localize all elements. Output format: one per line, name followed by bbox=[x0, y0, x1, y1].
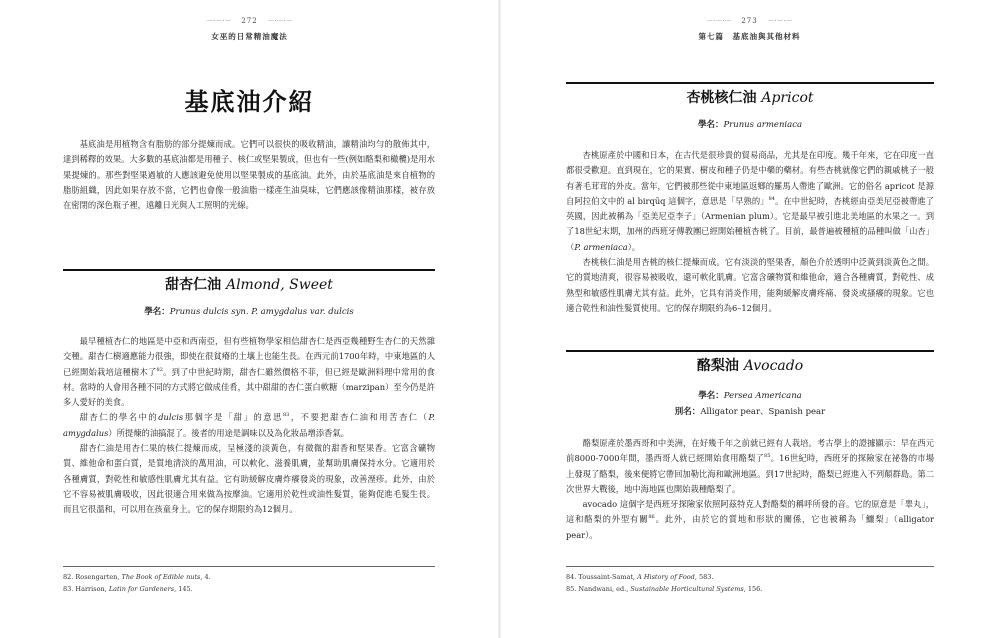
text: avocado 這個字是西班牙探險家依照阿茲特克人對酪梨的稱呼所發的音。它的原意是「睾丸」，這和酪梨的外型有關 bbox=[566, 499, 934, 525]
almond-paragraph-2 bbox=[63, 410, 435, 441]
text: , 156. bbox=[743, 585, 763, 593]
apricot-paragraph-2: 杏桃核仁油是用杏桃的核仁提煉而成。它有淡淡的堅果香，顏色介於透明中泛黃到淡黃色之間。它的質地清爽，很容易被吸收，還可軟化肌膚。它富含礦物質和維他命，適合各種膚質，對乾性、成熟型和敏感性肌膚尤其有益。此外，它具有消炎作用，能夠緩解皮膚疼痛、發炎或搔癢的現象。它也適合乾性和油性髮質使用。它的保存期限約為6–12個月。 bbox=[566, 257, 934, 313]
sci-name: Prunus dulcis syn. P. amygdalus var. dulcis bbox=[169, 307, 354, 317]
italic-term: P. amygdalus bbox=[63, 412, 435, 438]
text: 最早種植杏仁的地區是中亞和西南亞，但有些植物學家相信甜杏仁是西亞幾種野生杏仁的天然雜交種。甜杏仁樹適應能力很強，即使在很貧瘠的土壤上也能生長。在西元前1700年時，中東地區的人已經開始栽培這種樹木了 bbox=[63, 336, 435, 377]
almond-paragraph-3: 甜杏仁油是用杏仁果的核仁提煉而成，呈極淺的淡黃色，有微微的甜香和堅果香。它富含礦物質、維他命和蛋白質，是質地清淡的萬用油，可以軟化、滋養肌膚，並幫助肌膚保持水分。它適用於各種膚質，對乾性和敏感性肌膚尤其有益。它有助緩解皮膚炸癢發炎的現象，改善溼疹。此外，由於它不容易被肌膚吸收，因此很適合用來做為按摩油。它適用於乾性或油性髮質，能夠促進毛髮生長。而且它很溫和，可以用在孩童身上。它的保存期限約為12個月。 bbox=[63, 443, 435, 515]
right-running-title: 第七篇 基底油與其他材料 bbox=[698, 32, 801, 41]
footnote-ref[interactable]: 85 bbox=[764, 453, 771, 460]
almond-scientific-name bbox=[63, 305, 435, 317]
text: 。在中世紀時，杏桃經由亞美尼亞被帶進了英國，因此被稱為「亞美尼亞李子」（Armenian plum）。它是最早被引進北美地區的水果之一。到了18世紀末期，加州的西班牙傳教團已經開始種植杏桃了。目前，最普遍被種植的品種叫做「山杏」（ bbox=[566, 195, 934, 252]
text: , 583. bbox=[694, 573, 714, 581]
text: 。到了中世紀時期，甜杏仁雖然價格不菲，但已經是歐洲料理中常用的食材。當時的人會用各種不同的方式將它做成佳肴，其中甜甜的杏仁蛋白軟糖（marzipan）至今仍是許多人愛好的美食。 bbox=[63, 366, 435, 408]
text: 82. Rosengarten, bbox=[63, 573, 122, 581]
text: Sustainable Horticultural Systems bbox=[630, 585, 744, 593]
text: 。16世紀時，西班牙的探險家在祕魯的市場上發現了酪梨，後來便將它帶回加勒比海和歐洲地區。到17世紀時，酪梨已經進入不列顛群島。第二次世界大戰後，地中海地區也開始栽種酪梨了。 bbox=[566, 453, 934, 494]
apricot-paragraph-1 bbox=[566, 148, 934, 255]
title-en: Apricot bbox=[761, 90, 814, 106]
text: The Book of Edible nuts bbox=[121, 573, 201, 581]
title-zh: 杏桃核仁油 bbox=[686, 90, 757, 106]
footnote-ref[interactable]: 86 bbox=[648, 514, 655, 521]
alias-label: 別名： bbox=[674, 407, 701, 417]
section-rule bbox=[63, 269, 435, 271]
footnote-rule bbox=[566, 566, 934, 567]
title-zh: 甜杏仁油 bbox=[165, 277, 222, 293]
footnote-ref[interactable]: 84 bbox=[768, 196, 775, 203]
text: 杏桃原產於中國和日本，在古代是很珍貴的貿易商品，尤其是在印度。幾千年來，它在印度一直都很受歡迎。直到現在，它的果實、樹皮和種子仍是中藥的藥材。有些杏桃就像它們的親戚桃子一般有著毛茸茸的外皮。當年，它們被那些從中東地區返鄉的羅馬人帶進了歐洲。它的俗名 apricot 是源自阿拉伯文中的 al birqūq 這個字，意思是「早熟的」 bbox=[566, 150, 934, 206]
section-rule bbox=[566, 82, 934, 84]
almond-body bbox=[63, 334, 435, 518]
title-zh: 酪梨油 bbox=[696, 358, 739, 374]
alias-value: Alligator pear、Spanish pear bbox=[700, 407, 826, 417]
text: 甜杏仁的學名中的 bbox=[79, 412, 159, 423]
left-page bbox=[0, 0, 499, 638]
avocado-section-title bbox=[566, 355, 934, 375]
sci-name: Persea Americana bbox=[723, 391, 802, 401]
right-footnotes bbox=[566, 571, 934, 595]
italic-term: dulcis bbox=[158, 412, 184, 423]
text: , 145. bbox=[174, 585, 193, 593]
section-rule bbox=[566, 350, 934, 352]
footnote-84 bbox=[566, 571, 934, 583]
avocado-alias bbox=[566, 405, 934, 417]
footnote-rule bbox=[63, 566, 435, 567]
avocado-paragraph-1 bbox=[566, 436, 934, 497]
almond-section-title bbox=[63, 274, 435, 294]
text: 84. Toussaint-Samat, bbox=[566, 573, 638, 581]
text: 那個字是「甜」的意思 bbox=[183, 412, 283, 423]
footnote-85 bbox=[566, 583, 934, 595]
left-page-number: －·－·－ 272 －·－·－ bbox=[206, 17, 293, 25]
text: Latin for Gardeners bbox=[108, 585, 175, 593]
sci-label: 學名： bbox=[697, 120, 724, 130]
chapter-title: 基底油介紹 bbox=[184, 87, 315, 116]
apricot-scientific-name bbox=[566, 118, 934, 130]
sci-name: Prunus armeniaca bbox=[723, 120, 803, 130]
text: ）。 bbox=[627, 241, 641, 252]
page-number: 273 bbox=[741, 17, 758, 25]
apricot-section-title bbox=[566, 87, 934, 107]
text: 83. Harrison, bbox=[63, 585, 109, 593]
footnote-83 bbox=[63, 583, 435, 595]
right-page bbox=[500, 0, 999, 638]
left-running-title: 女巫的日常精油魔法 bbox=[211, 32, 288, 41]
text: 。此外，由於它的質地和形狀的關係，它也被稱為「鱷梨」（alligator pear）。 bbox=[566, 514, 934, 540]
right-page-number: －·－·－ 273 －·－·－ bbox=[706, 17, 793, 25]
apricot-body bbox=[566, 148, 934, 316]
footnote-ref[interactable]: 82 bbox=[156, 366, 163, 373]
text: 酪梨原產於墨西哥和中美洲，在好幾千年之前就已經有人栽培。考古學上的證據顯示：早在西元前8000-7000年間，墨西哥人就已經開始食用酪梨了 bbox=[566, 438, 934, 464]
page-number: 272 bbox=[241, 17, 258, 25]
avocado-scientific-name bbox=[566, 389, 934, 401]
text: ，不要把甜杏仁油和用苦杏仁（ bbox=[289, 412, 429, 423]
sci-label: 學名： bbox=[698, 391, 724, 401]
title-en: Almond, Sweet bbox=[225, 277, 333, 293]
intro-text: 基底油是用植物含有脂肪的部分提煉而成。它們可以很快的吸收精油，讓精油均勻的散佈其中，達到稀釋的效果。大多數的基底油都是用種子、核仁或堅果製成，但也有一些(例如酪梨和橄欖)是用水果提煉的。那些對堅果過敏的人應該避免使用以堅果製成的基底油。此外，由於基底油是來自植物的脂肪組織，因此如果存放不當，它們也會像一般油脂一樣產生油臭味，它們應該像精油那樣，被存放在密閉的深色瓶子裡，遠離日光與人工照明的光線。 bbox=[63, 139, 435, 211]
left-footnotes bbox=[63, 571, 435, 595]
avocado-paragraph-2 bbox=[566, 497, 934, 543]
almond-paragraph-1 bbox=[63, 334, 435, 410]
avocado-body bbox=[566, 436, 934, 543]
italic-term: P. armeniaca bbox=[574, 241, 628, 252]
sci-label: 學名： bbox=[144, 307, 170, 317]
footnote-82 bbox=[63, 571, 435, 583]
title-en: Avocado bbox=[743, 358, 804, 374]
footnote-ref[interactable]: 83 bbox=[282, 412, 290, 419]
text: A History of Food bbox=[637, 573, 695, 581]
text: 85. Nandwani, ed., bbox=[566, 585, 631, 593]
text: ）所提煉的油搞混了。後者的用途是調味以及為化妝品增添香氣。 bbox=[108, 427, 349, 438]
intro-paragraph bbox=[63, 137, 435, 213]
text: , 4. bbox=[200, 573, 211, 581]
